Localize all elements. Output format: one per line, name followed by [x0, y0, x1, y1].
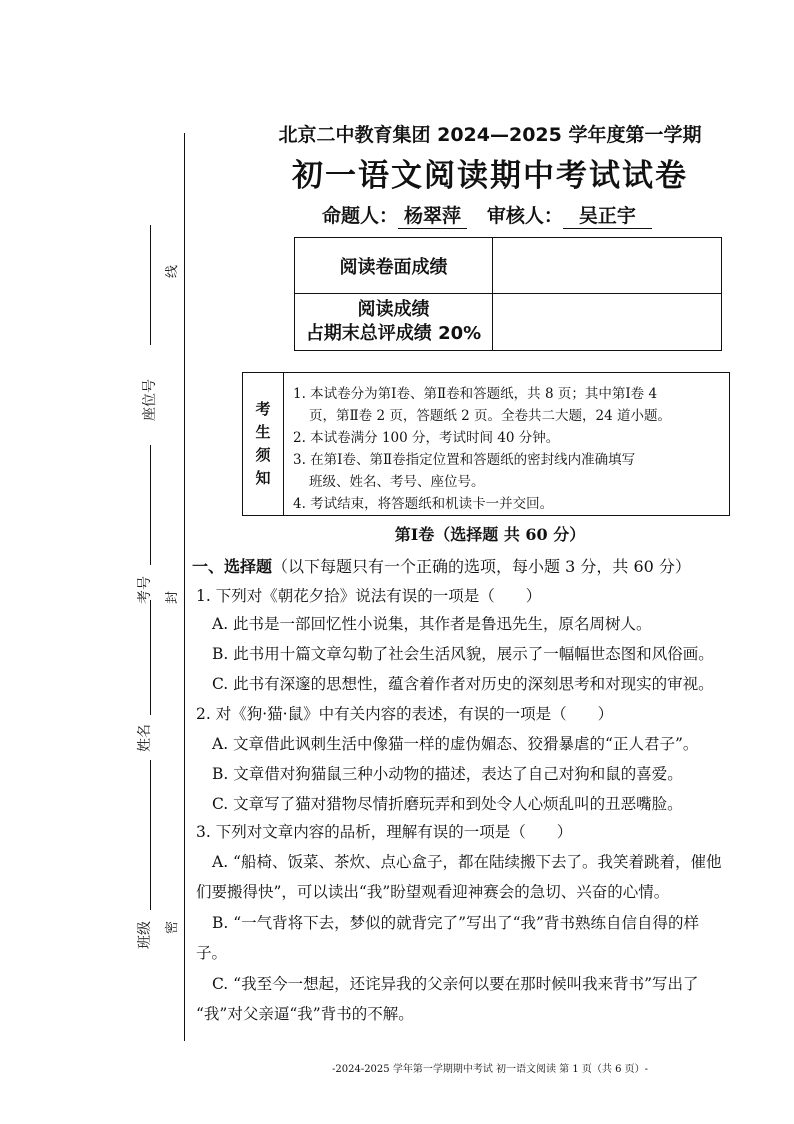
- page-footer: -2024-2025 学年第一学期期中考试 初一语文阅读 第 1 页（共 6 页）-: [331, 1064, 648, 1075]
- answer-option: C. 此书有深邃的思想性，蕴含着作者对历史的深刻思考和对现实的审视。: [212, 675, 714, 693]
- notice-line: 页，第Ⅱ卷 2 页，答题纸 2 页。全卷共二大题，24 道小题。: [309, 408, 671, 424]
- setter-name: 杨翠萍: [398, 201, 467, 229]
- class-blank[interactable]: [150, 760, 151, 910]
- exam-number-label: 考号: [137, 576, 153, 604]
- score-row2-value-cell[interactable]: [493, 294, 722, 351]
- authors-line: [322, 201, 652, 229]
- score-row2-label-line2: 占期末总评成绩 20%: [305, 323, 482, 344]
- answer-option: B. 文章借对狗猫鼠三种小动物的描述，表达了自己对狗和鼠的喜爱。: [212, 765, 683, 783]
- seat-number-blank[interactable]: [150, 225, 151, 345]
- answer-option-continuation: 子。: [196, 944, 228, 962]
- notice-line: 3. 在第Ⅰ卷、第Ⅱ卷指定位置和答题纸的密封线内准确填写: [293, 452, 636, 468]
- exam-number-blank[interactable]: [150, 445, 151, 565]
- notice-title-char: 知: [255, 469, 271, 487]
- notice-title-char: 生: [255, 423, 271, 441]
- notice-title: [243, 373, 284, 515]
- score-row1-value-cell[interactable]: [493, 238, 722, 294]
- question-stem: 1. 下列对《朝花夕拾》说法有误的一项是（ ）: [196, 587, 542, 605]
- reviewer-name: 吴正宇: [563, 201, 652, 229]
- part-heading: 一、选择题: [192, 557, 273, 576]
- notice-title-char: 考: [255, 400, 271, 418]
- score-row2-label-line1: 阅读成绩: [357, 299, 430, 320]
- answer-option: A. “船椅、饭菜、茶炊、点心盒子，都在陆续搬下去了。我笑着跳着，催他: [212, 853, 722, 871]
- notice-line: 2. 本试卷满分 100 分，考试时间 40 分钟。: [293, 430, 560, 446]
- score-row2-label: [295, 294, 493, 351]
- score-row1-label: 阅读卷面成绩: [295, 238, 493, 294]
- question-stem: 3. 下列对文章内容的品析，理解有误的一项是（ ）: [196, 823, 573, 841]
- secret-char: 密: [165, 920, 181, 935]
- notice-line: 1. 本试卷分为第Ⅰ卷、第Ⅱ卷和答题纸，共 8 页；其中第Ⅰ卷 4: [293, 386, 658, 402]
- answer-option: C. 文章写了猫对猎物尽情折磨玩弄和到处令人心烦乱叫的丑恶嘴脸。: [212, 795, 683, 813]
- answer-option: A. 文章借此讽刺生活中像猫一样的虚伪媚态、狡猾暴虐的“正人君子”。: [212, 735, 699, 753]
- notice-body: [293, 383, 723, 515]
- section-title: 第Ⅰ卷（选择题 共 60 分）: [394, 525, 586, 544]
- part-instruction: （以下每题只有一个正确的选项，每小题 3 分，共 60 分）: [272, 557, 691, 576]
- notice-title-char: 须: [255, 446, 271, 464]
- binding-line: [184, 133, 185, 1041]
- answer-option: B. “一气背将下去，梦似的就背完了”写出了“我”背书熟练自信自得的样: [212, 914, 699, 932]
- score-table: [294, 237, 722, 351]
- answer-option-continuation: “我”对父亲逼“我”背书的不解。: [196, 1005, 414, 1023]
- answer-option: C. “我至今一想起，还诧异我的父亲何以要在那时候叫我来背书”写出了: [212, 975, 699, 993]
- school-year-line: 北京二中教育集团 2024—2025 学年度第一学期: [278, 124, 702, 146]
- name-blank[interactable]: [150, 600, 151, 715]
- reviewer-label: 审核人：: [486, 205, 563, 227]
- seal-char: 封: [165, 590, 181, 605]
- answer-option-continuation: 们要搬得快”，可以读出“我”盼望观看迎神赛会的急切、兴奋的心情。: [196, 883, 670, 901]
- exam-title: 初一语文阅读期中考试试卷: [292, 158, 688, 194]
- name-label: 姓名: [137, 724, 153, 752]
- notice-line: 班级、姓名、考号、座位号。: [309, 474, 485, 490]
- binding-line-char: 线: [165, 264, 181, 279]
- question-stem: 2. 对《狗·猫·鼠》中有关内容的表述，有误的一项是（ ）: [196, 705, 614, 723]
- setter-label: 命题人：: [322, 205, 399, 227]
- part-heading-line: [192, 554, 691, 577]
- class-label: 班级: [137, 921, 153, 949]
- notice-line: 4. 考试结束，将答题纸和机读卡一并交回。: [293, 496, 554, 512]
- answer-option: A. 此书是一部回忆性小说集，其作者是鲁迅先生，原名周树人。: [212, 615, 652, 633]
- candidate-notice-box: [242, 372, 730, 516]
- seat-number-label: 座位号: [142, 379, 158, 421]
- answer-option: B. 此书用十篇文章勾勒了社会生活风貌，展示了一幅幅世态图和风俗画。: [212, 645, 714, 663]
